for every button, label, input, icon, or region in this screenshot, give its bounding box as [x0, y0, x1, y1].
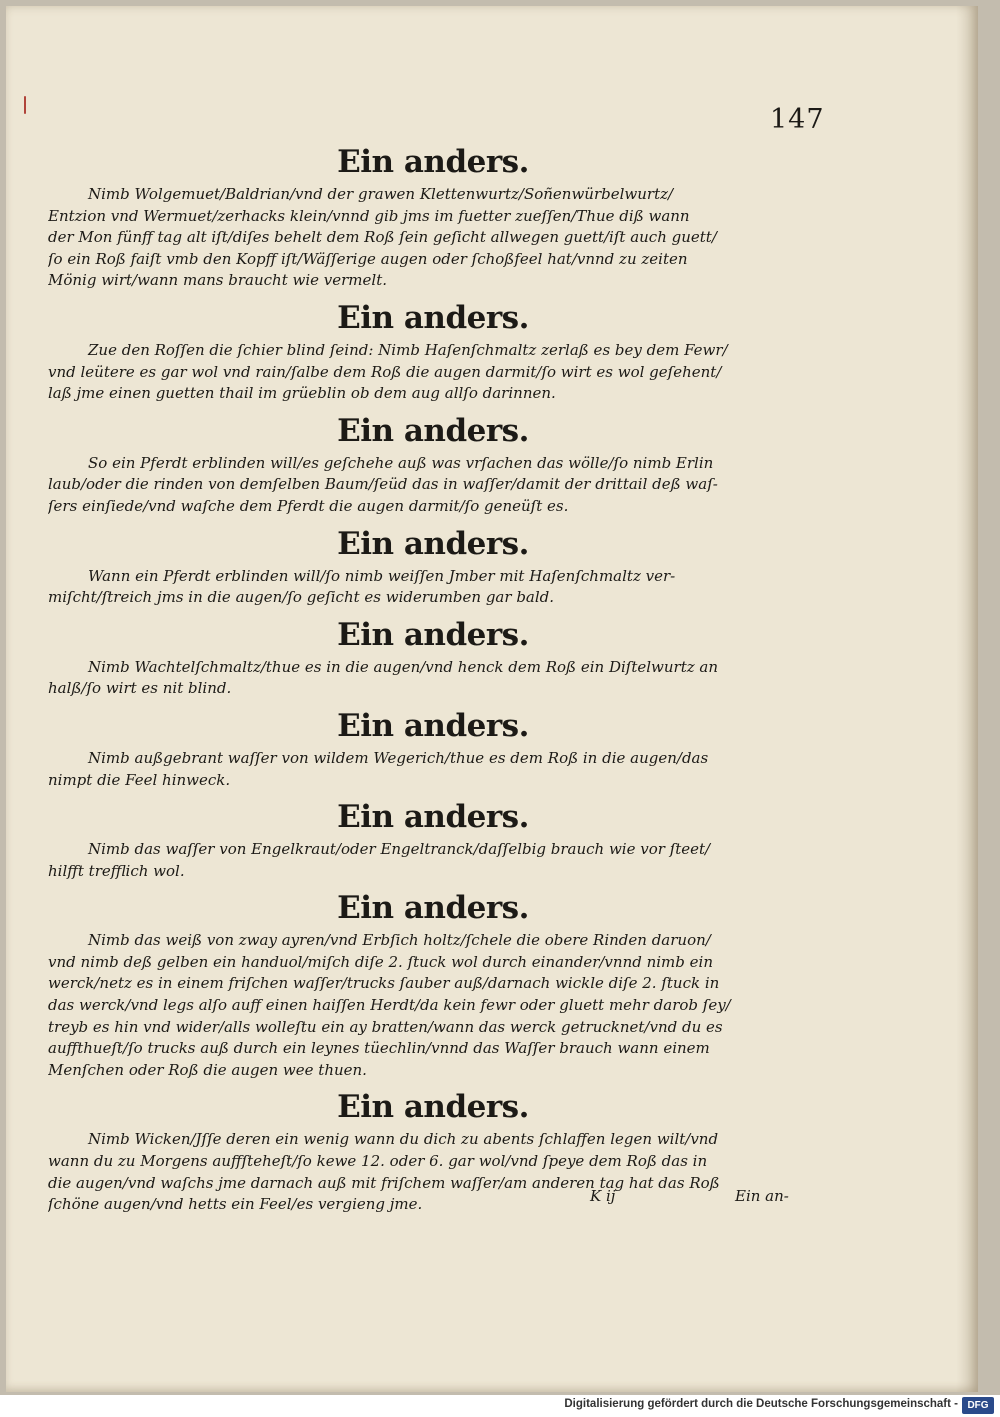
section-heading: Ein anders. [337, 412, 529, 449]
section-heading: Ein anders. [337, 299, 529, 336]
section-paragraph [48, 748, 818, 791]
text-line: Wann ein Pferdt erblinden will/ſo nimb weiſſen Jmber mit Haſenſchmaltz ver- [88, 566, 676, 585]
page-edge-shadow [956, 6, 978, 1392]
section-paragraph [48, 453, 818, 518]
catchword: Ein an- [735, 1187, 789, 1205]
dfg-logo: DFG [962, 1397, 994, 1414]
section-paragraph [48, 839, 818, 882]
section-paragraph [48, 566, 818, 609]
text-line: Nimb das weiß von zway ayren/vnd Erbſich holtz/ſchele die obere Rinden daruon/ [88, 931, 711, 950]
text-line: Nimb Wachtelſchmaltz/thue es in die augen/vnd henck dem Roß ein Diſtelwurtz an [88, 657, 718, 676]
text-line: vnd nimb deß gelben ein handuol/miſch diſe 2. ſtuck wol durch einander/vnnd nimb ein [48, 952, 713, 971]
page-number: 147 [770, 104, 825, 135]
page-body [48, 140, 818, 1220]
signature-mark: K ij [590, 1187, 616, 1205]
text-line: wann du zu Morgens auffſteheſt/ſo kewe 12. oder 6. gar wol/vnd ſpeye dem Roß das in [48, 1152, 708, 1171]
section-heading: Ein anders. [337, 799, 529, 836]
text-line: laß jme einen guetten thail im grüeblin ob dem aug allſo darinnen. [48, 384, 556, 403]
text-line: das werck/vnd legs alſo auff einen haiſſen Herdt/da kein fewr oder gluett mehr darob ſey/ [48, 996, 731, 1015]
text-line: der Mon fünff tag alt iſt/diſes behelt dem Roß ſein geſicht allwegen guett/iſt auch guett/ [48, 228, 717, 247]
margin-red-mark [24, 96, 26, 114]
credit-text: Digitalisierung gefördert durch die Deutsche Forschungsgemeinschaft - [564, 1398, 958, 1410]
section-paragraph [48, 184, 818, 292]
text-line: vnd leütere es gar wol vnd rain/ſalbe dem Roß die augen darmit/ſo wirt es wol geſehent/ [48, 362, 722, 381]
section-heading: Ein anders. [337, 890, 529, 927]
text-line: Entzion vnd Wermuet/zerhacks klein/vnnd gib jms im fuetter zueſſen/Thue diß wann [48, 206, 690, 225]
section-paragraph [48, 930, 818, 1081]
text-line: Menſchen oder Roß die augen wee thuen. [48, 1060, 367, 1079]
text-line: halß/ſo wirt es nit blind. [48, 679, 232, 698]
section-paragraph [48, 340, 818, 405]
recipe-section [48, 613, 818, 700]
text-line: Zue den Roſſen die ſchier blind ſeind: Nimb Haſenſchmaltz zerlaß es bey dem Fewr/ [88, 340, 728, 359]
text-line: auffthueſt/ſo trucks auß durch ein leynes tüechlin/vnnd das Waſſer brauch wann einem [48, 1039, 710, 1058]
section-paragraph [48, 1129, 818, 1215]
text-line: nimpt die Feel hinweck. [48, 770, 231, 789]
text-line: So ein Pferdt erblinden will/es geſchehe auß was vrſachen das wölle/ſo nimb Erlin [88, 453, 714, 472]
recipe-section [48, 704, 818, 791]
text-line: miſcht/ſtreich jms in die augen/ſo geſicht es widerumben gar bald. [48, 588, 555, 607]
text-line: Nimb das waſſer von Engelkraut/oder Engeltranck/daſſelbig brauch wie vor ſteet/ [88, 840, 711, 859]
text-line: ſers einſiede/vnd waſche dem Pferdt die augen darmit/ſo geneüſt es. [48, 496, 569, 515]
text-line: werck/netz es in einem friſchen waſſer/trucks ſauber auß/darnach wickle diſe 2. ſtuck in [48, 974, 720, 993]
recipe-section [48, 795, 818, 882]
text-line: ſchöne augen/vnd hetts ein Feel/es vergieng jme. [48, 1195, 423, 1214]
section-heading: Ein anders. [337, 707, 529, 744]
section-paragraph [48, 657, 818, 700]
recipe-section [48, 886, 818, 1081]
section-heading: Ein anders. [337, 1089, 529, 1126]
recipe-section [48, 140, 818, 292]
text-line: laub/oder die rinden von demſelben Baum/ſeüd das in waſſer/damit der drittail deß waſ- [48, 475, 718, 494]
text-line: Nimb Wicken/Jſſe deren ein wenig wann du dich zu abents ſchlaffen legen wilt/vnd [88, 1130, 719, 1149]
text-line: Nimb außgebrant waſſer von wildem Wegerich/thue es dem Roß in die augen/das [88, 748, 709, 767]
text-line: Mönig wirt/wann mans braucht wie vermelt. [48, 271, 388, 290]
credit-bar [0, 1395, 1000, 1417]
text-line: ſo ein Roß faiſt vmb den Kopff iſt/Wäſſerige augen oder ſchoßfeel hat/vnnd zu zeiten [48, 249, 688, 268]
section-heading: Ein anders. [337, 144, 529, 180]
recipe-section [48, 1085, 818, 1215]
text-line: treyb es hin vnd wider/alls wolleſtu ein ay bratten/wann das werck getrucknet/vnd du es [48, 1017, 723, 1036]
text-line: hilfft trefflich wol. [48, 861, 185, 880]
text-line: die augen/vnd waſchs jme darnach auß mit friſchem waſſer/am anderen tag hat das Roß [48, 1173, 720, 1192]
recipe-section [48, 409, 818, 518]
text-line: Nimb Wolgemuet/Baldrian/vnd der grawen Klettenwurtz/Soñenwürbelwurtz/ [88, 185, 674, 203]
recipe-section [48, 522, 818, 609]
section-heading: Ein anders. [337, 525, 529, 562]
recipe-section [48, 296, 818, 405]
section-heading: Ein anders. [337, 616, 529, 653]
